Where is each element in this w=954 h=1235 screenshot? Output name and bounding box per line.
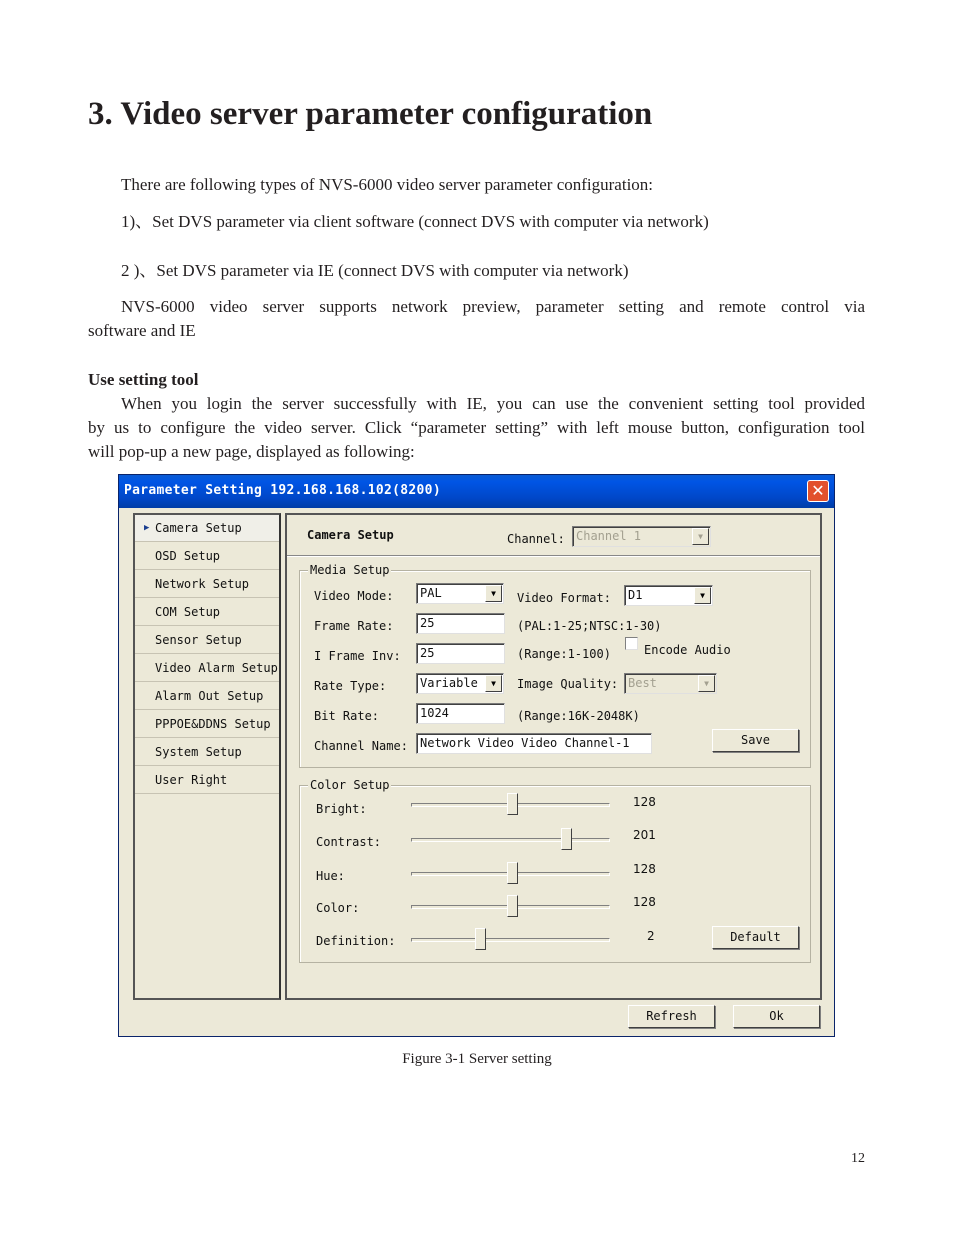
definition-value: 2 bbox=[647, 929, 655, 943]
video-mode-value: PAL bbox=[420, 586, 442, 600]
frame-rate-hint: (PAL:1-25;NTSC:1-30) bbox=[517, 619, 662, 633]
channel-name-label: Channel Name: bbox=[314, 739, 408, 753]
media-setup-group bbox=[299, 563, 811, 768]
image-quality-label: Image Quality: bbox=[517, 677, 619, 691]
default-button[interactable]: Default bbox=[712, 926, 799, 949]
iframe-label: I Frame Inv: bbox=[314, 649, 401, 663]
nav-item-label: Alarm Out Setup bbox=[155, 689, 264, 703]
chevron-down-icon: ▼ bbox=[485, 675, 502, 692]
definition-label: Definition: bbox=[316, 934, 396, 948]
nav-item[interactable] bbox=[135, 767, 279, 794]
nav-item[interactable] bbox=[135, 683, 279, 710]
chevron-down-icon: ▼ bbox=[692, 528, 709, 545]
color-slider-thumb[interactable] bbox=[507, 895, 518, 917]
nav-item[interactable] bbox=[135, 543, 279, 570]
nav-item-label: OSD Setup bbox=[155, 549, 221, 563]
intro-text: There are following types of NVS-6000 video server parameter configuration: bbox=[121, 175, 654, 194]
nav-item[interactable] bbox=[135, 627, 279, 654]
color-label: Color: bbox=[316, 901, 360, 915]
nav-item[interactable] bbox=[135, 571, 279, 598]
bright-value: 128 bbox=[633, 795, 656, 809]
nav-item-label: COM Setup bbox=[155, 605, 221, 619]
encode-audio-checkbox[interactable] bbox=[625, 637, 638, 650]
video-format-label: Video Format: bbox=[517, 591, 611, 605]
chevron-down-icon: ▼ bbox=[698, 675, 715, 692]
figure-caption: Figure 3-1 Server setting bbox=[402, 1051, 552, 1067]
list-item-1: 1)、Set DVS parameter via client software (connect DVS with computer via network) bbox=[121, 212, 709, 231]
chevron-down-icon: ▼ bbox=[485, 585, 502, 602]
nav-item-label: Sensor Setup bbox=[155, 633, 242, 647]
rate-type-label: Rate Type: bbox=[314, 679, 387, 693]
channel-select[interactable] bbox=[572, 526, 711, 547]
frame-rate-label: Frame Rate: bbox=[314, 619, 394, 633]
contrast-label: Contrast: bbox=[316, 835, 382, 849]
nav-item[interactable] bbox=[135, 739, 279, 766]
paragraph-1-line-1: NVS-6000 video server supports network preview, parameter setting and remote control via bbox=[121, 297, 865, 316]
main-panel bbox=[285, 513, 822, 1000]
rate-type-select[interactable] bbox=[416, 673, 504, 694]
video-format-value: D1 bbox=[628, 588, 643, 602]
chevron-down-icon: ▼ bbox=[694, 587, 711, 604]
nav-item-label: Network Setup bbox=[155, 577, 249, 591]
encode-audio-label: Encode Audio bbox=[644, 643, 731, 657]
rate-type-value: Variable bbox=[420, 676, 478, 690]
dialog-title: Parameter Setting 192.168.168.102(8200) bbox=[124, 483, 441, 498]
paragraph-2-line-2: by us to configure the video server. Click “parameter setting” with left mouse button, configuration tool bbox=[88, 418, 865, 437]
bit-rate-label: Bit Rate: bbox=[314, 709, 380, 723]
header-divider bbox=[287, 555, 820, 557]
nav-item[interactable] bbox=[135, 515, 279, 542]
nav-item-label: System Setup bbox=[155, 745, 242, 759]
list-item-2: 2 )、Set DVS parameter via IE (connect DVS with computer via network) bbox=[121, 261, 629, 280]
iframe-input[interactable]: 25 bbox=[416, 643, 505, 664]
video-format-select[interactable] bbox=[624, 585, 713, 606]
media-setup-legend: Media Setup bbox=[310, 563, 390, 577]
channel-value: Channel 1 bbox=[576, 529, 642, 543]
hue-value: 128 bbox=[633, 862, 656, 876]
ok-button[interactable]: Ok bbox=[733, 1005, 820, 1028]
paragraph-2-line-3: will pop-up a new page, displayed as following: bbox=[88, 442, 415, 461]
refresh-button[interactable]: Refresh bbox=[628, 1005, 715, 1028]
nav-item[interactable] bbox=[135, 711, 279, 738]
bit-rate-hint: (Range:16K-2048K) bbox=[517, 709, 640, 723]
iframe-hint: (Range:1-100) bbox=[517, 647, 611, 661]
image-quality-value: Best bbox=[628, 676, 657, 690]
nav-item-label: User Right bbox=[155, 773, 228, 787]
paragraph-2-line-1: When you login the server successfully with IE, you can use the convenient setting tool provided bbox=[121, 394, 865, 413]
definition-slider-thumb[interactable] bbox=[475, 928, 486, 950]
close-icon[interactable]: ✕ bbox=[807, 480, 829, 502]
hue-label: Hue: bbox=[316, 869, 345, 883]
save-button[interactable]: Save bbox=[712, 729, 799, 752]
nav-panel bbox=[133, 513, 281, 1000]
color-value: 128 bbox=[633, 895, 656, 909]
frame-rate-input[interactable]: 25 bbox=[416, 613, 505, 634]
bright-slider-thumb[interactable] bbox=[507, 793, 518, 815]
color-setup-group bbox=[299, 778, 811, 963]
arrow-right-icon: ▶ bbox=[144, 523, 150, 533]
parameter-setting-dialog bbox=[118, 474, 835, 1037]
nav-item-label: Video Alarm Setup bbox=[155, 661, 278, 675]
channel-label: Channel: bbox=[507, 532, 565, 546]
color-setup-legend: Color Setup bbox=[310, 778, 390, 792]
bit-rate-input[interactable]: 1024 bbox=[416, 703, 505, 724]
nav-item[interactable] bbox=[135, 655, 279, 682]
contrast-slider-thumb[interactable] bbox=[561, 828, 572, 850]
contrast-value: 201 bbox=[633, 828, 656, 842]
hue-slider-thumb[interactable] bbox=[507, 862, 518, 884]
page-number: 12 bbox=[851, 1151, 865, 1166]
nav-item[interactable] bbox=[135, 599, 279, 626]
nav-item-label: PPPOE&DDNS Setup bbox=[155, 717, 271, 731]
image-quality-select[interactable] bbox=[624, 673, 717, 694]
nav-item-label: Camera Setup bbox=[155, 521, 242, 535]
panel-title: Camera Setup bbox=[307, 528, 394, 542]
video-mode-select[interactable] bbox=[416, 583, 504, 604]
page-heading: 3. Video server parameter configuration bbox=[88, 96, 653, 132]
dialog-titlebar[interactable] bbox=[119, 475, 834, 508]
video-mode-label: Video Mode: bbox=[314, 589, 394, 603]
definition-slider-track[interactable] bbox=[411, 938, 610, 942]
bright-label: Bright: bbox=[316, 802, 367, 816]
paragraph-1-line-2: software and IE bbox=[88, 321, 196, 340]
section-title: Use setting tool bbox=[88, 370, 199, 389]
channel-name-input[interactable]: Network Video Video Channel-1 bbox=[416, 733, 652, 754]
contrast-slider-track[interactable] bbox=[411, 838, 610, 842]
